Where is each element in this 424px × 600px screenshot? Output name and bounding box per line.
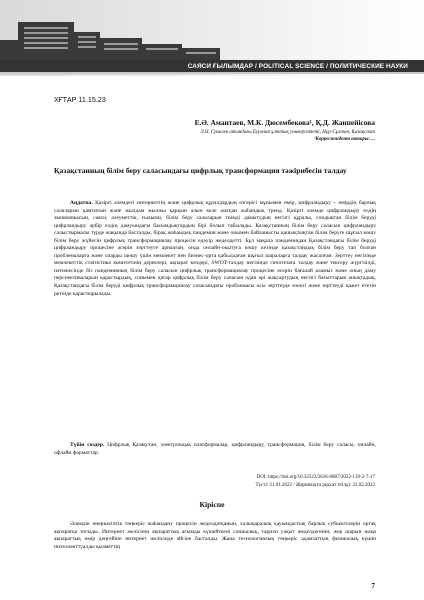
abstract [54, 200, 376, 448]
introduction-text: Әлемдік өнеркәсіптік төңкеріс жаһандану процесін жеделдатқанын, халықаралық қауымдастық барлық субъектілерін ортақ ақпаратқа тоғыды. Интернет желісінің ақпараттық ағымды күшейткені соншалық, тарихи уақыт жеделдегенін, жер шарын жаңа ақпараттық өмір деңгейіне интернет желісінде әйгіне басталды. Жаңа технологиялық төңкеріс адамзаттың физикалық күшін интеллекттуалды қызметтің [54, 521, 376, 550]
keywords-text: Цифрлық Қазақстан, электрондық платформалар, цифрландыру, трансформация, білім беру саласы, онлайн, офлайн форматтар. [54, 442, 376, 456]
section-heading-introduction: Кіріспе [199, 500, 225, 509]
keywords [54, 442, 376, 457]
publication-dates: Түсті: 21.01.2022 / Жариялауға рұқсат етілді: 22.02.2022 [255, 483, 375, 488]
abstract-label: Аңдатпа. [70, 200, 93, 206]
journal-header-band [0, 0, 424, 76]
author-affiliation: Л.Н. Гумилев атындағы Еуразия ұлттық университеті, Нұр-Сұлтан, Қазақстан [200, 130, 375, 135]
page-number: 7 [371, 582, 375, 590]
journal-section-title: САЯСИ ҒЫЛЫМДАР / POLITICAL SCIENCE / ПОЛИТИЧЕСКИЕ НАУКИ [187, 63, 408, 70]
doi-link[interactable]: DOI: https://doi.org/10.32523/2616-6887/2022-139-2-7-17 [256, 475, 375, 480]
correspondence-note: ¹Корреспондент авторы: ... [314, 137, 375, 142]
abstract-text: Қазіргі әлемдегі интернеттің және цифрлық құралдардың өзгерісі мұнымен өмір, цифрландыру – өмірдің барлық салаларын қамтитын және жылдам жылжы қарқын алып келе жатқан жаһандық тренд. Қазіргі әлемде цифрландыру елдің экономикасын, саяси, әлеуметтік, ғылыми, білім беру салаларын тиімді дамытудың негізгі құралы, сондықтан білім беруді цифрландыру әрбір елдің дамуындағы басымдықтардың бірі болып табылады. Қазақстанның білім беру саласын цифрландыру салыстырмалы түрде жақында басталды, бірақ жаһандық пандемия және онымен байланысты қашықтықтан білім беруге шұғыл көшу білім беру жүйесін цифрлық трансформациялау процесін едәуір жеделдетті. Бұл мақала пандемиядан Қазақстандағы білім беруді цифрландыру процесіне әсерін зерттеуге арналған, онда онлайн-оқытуға көшу кезінде қазақстандық білім беру тап болған проблемаларға және оларды шешу үшін мемлекет пен бизнес-орта қабылдаған шұғыл шараларға талдау жасалған. Зерттеу негізінде мемлекеттік статистика комитетінің деректері, ақпарат көздері, SWOT-талдау негізінде гипотезаға талдау және тексеру жүргізілді, нәтижесінде біз пандемияның білім беру саласын цифрлық трансформациялау процесіне әсерін бағалай аламыз және оның даму перспективаларын қарастырдық, сонымен қатар цифрлық білім беру сапасын одан әрі жақсартудың негізгі бағыттарын анықтадық. Қазақстандағы білім беруді цифрлық трансформациялау саласындағы проблемасы осы зерттеуде өзекті және зерттеуді қажет ететін ретінде қарастырылады. [54, 200, 376, 297]
author-list: Е.Ә. Амантаев, М.К. Дюсембекова¹, Қ.Д. Жанпейісова [194, 118, 375, 127]
classification-code: ХҒТАР 11.15.23 [54, 95, 106, 104]
keywords-label: Түйін сөздер. [70, 442, 105, 448]
paper-title: Қазақстанның білім беру саласындағы цифрлық трансформация тәжірибесін талдау [54, 166, 347, 175]
